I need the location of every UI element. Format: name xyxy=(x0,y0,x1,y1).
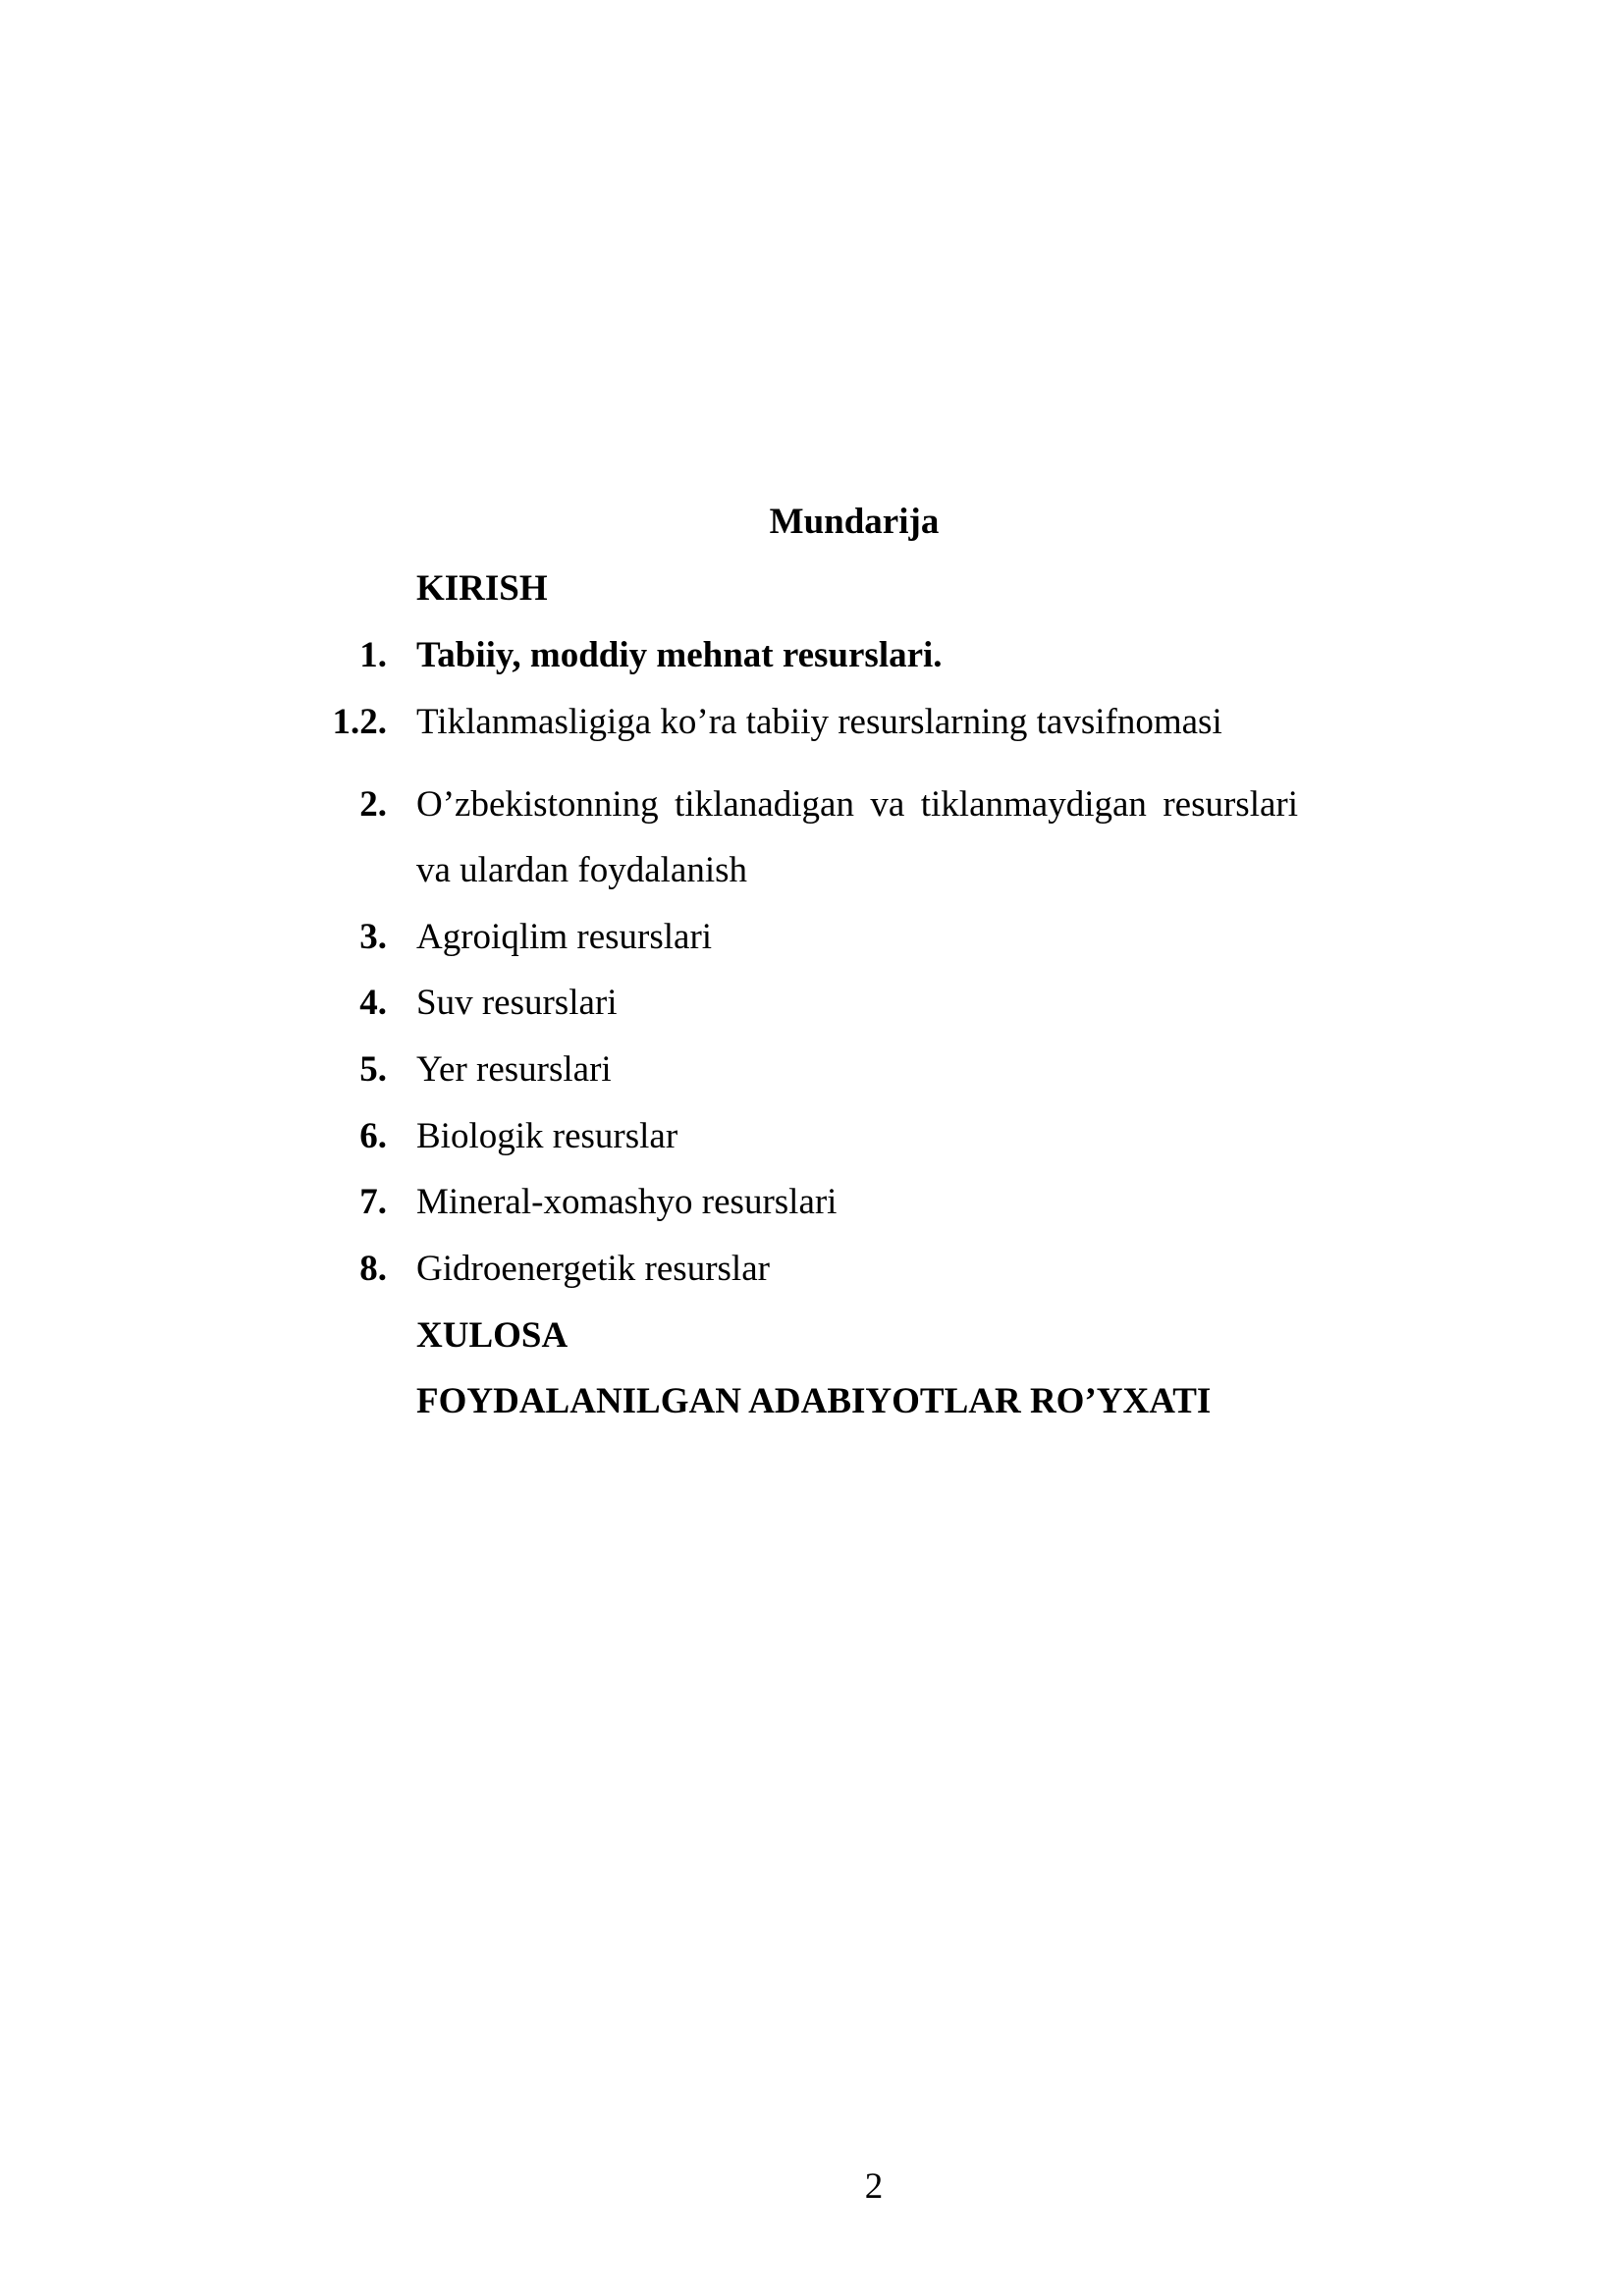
toc-item-number: 8. xyxy=(359,1249,387,1289)
toc-item-number: 7. xyxy=(359,1182,387,1222)
toc-item-number: 5. xyxy=(359,1049,387,1090)
toc-item-text: Mineral-xomashyo resurslari xyxy=(416,1182,838,1222)
toc-item-number: 4. xyxy=(359,983,387,1023)
page-number: 2 xyxy=(864,2166,884,2207)
toc-item-text: Biologik resurslar xyxy=(416,1116,678,1156)
toc-title: Mundarija xyxy=(769,502,940,542)
toc-conclusion: XULOSA xyxy=(416,1315,568,1356)
toc-references: FOYDALANILGAN ADABIYOTLAR RO’YXATI xyxy=(416,1381,1212,1421)
toc-item-text: Suv resurslari xyxy=(416,983,618,1023)
toc-item-text: Yer resurslari xyxy=(416,1049,612,1090)
toc-item-number: 1. xyxy=(359,635,387,675)
toc-item-number: 1.2. xyxy=(332,702,387,742)
toc-intro: KIRISH xyxy=(416,568,548,609)
toc-item-number: 2. xyxy=(359,784,387,825)
toc-item-text: Gidroenergetik resurslar xyxy=(416,1249,770,1289)
toc-item-number: 6. xyxy=(359,1116,387,1156)
toc-item-text: O’zbekistonning tiklanadigan va tiklanmaydigan resurslari xyxy=(416,784,1298,825)
toc-item-number: 3. xyxy=(359,917,387,957)
toc-item-text-continuation: va ulardan foydalanish xyxy=(416,850,747,890)
toc-item-text: Tabiiy, moddiy mehnat resurslari. xyxy=(416,635,943,675)
toc-item-text: Tiklanmasligiga ko’ra tabiiy resurslarning tavsifnomasi xyxy=(416,702,1222,742)
toc-item-text: Agroiqlim resurslari xyxy=(416,917,713,957)
